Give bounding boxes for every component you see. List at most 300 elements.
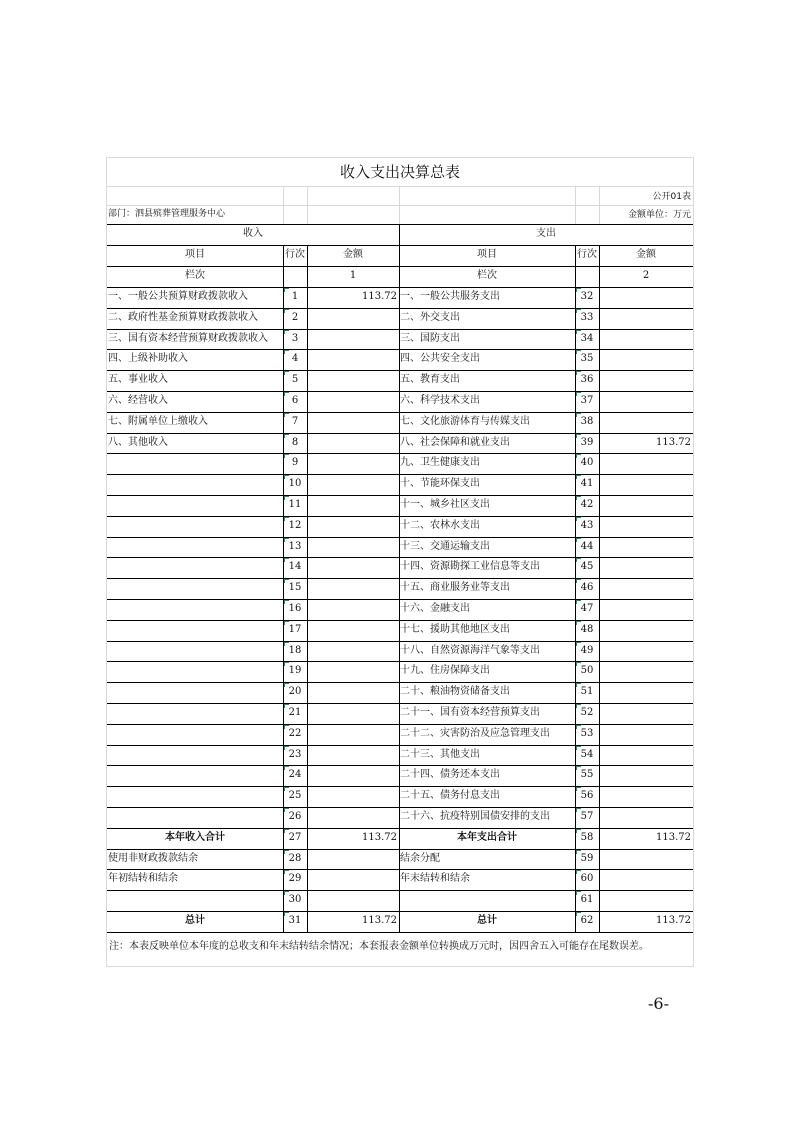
cell-indicator-mark bbox=[576, 475, 581, 479]
grid-info-column-line bbox=[575, 186, 576, 224]
cell-indicator-mark bbox=[576, 891, 581, 895]
income-item-cell: 二、政府性基金预算财政拨款收入 bbox=[108, 311, 258, 323]
expense-item-cell: 十八、自然资源海洋气象等支出 bbox=[400, 644, 540, 656]
income-amount-cell bbox=[307, 370, 399, 391]
grid-row-line bbox=[107, 537, 693, 538]
income-rowno-cell: 30 bbox=[288, 894, 302, 906]
income-item-cell: 一、一般公共预算财政拨款收入 bbox=[108, 291, 248, 302]
income-amount-cell bbox=[307, 516, 399, 537]
grid-row-line bbox=[107, 620, 693, 621]
grid-row-line bbox=[107, 849, 693, 850]
expense-item-cell: 十二、农林水支出 bbox=[400, 519, 480, 531]
expense-item-cell: 十三、交通运输支出 bbox=[400, 540, 490, 552]
expense-amount-cell bbox=[599, 453, 693, 474]
income-item-cell bbox=[107, 682, 284, 703]
income-item-cell: 年初结转和结余 bbox=[108, 873, 178, 885]
expense-item-header: 项目 bbox=[477, 249, 497, 260]
cell-indicator-mark bbox=[576, 579, 581, 583]
expense-item-cell: 二十五、债务付息支出 bbox=[400, 790, 500, 802]
grid-row-line bbox=[107, 391, 693, 392]
cell-indicator-mark bbox=[284, 870, 289, 874]
income-rowno-cell: 22 bbox=[288, 727, 302, 739]
cell-indicator-mark bbox=[284, 434, 289, 438]
expense-amount-cell bbox=[599, 890, 693, 911]
expense-item-cell: 三、国防支出 bbox=[400, 332, 460, 344]
income-amount-cell bbox=[307, 308, 399, 329]
income-amount-cell: 113.72 bbox=[362, 291, 397, 302]
income-amount-cell bbox=[307, 641, 399, 662]
cell-indicator-mark bbox=[576, 829, 581, 833]
footnote: 注：本表反映单位本年度的总收支和年末结转结余情况；本套报表金额单位转换成万元时，因四舍五入可能存在尾数误差。 bbox=[109, 941, 649, 952]
cell-indicator-mark bbox=[576, 870, 581, 874]
income-amount-cell bbox=[307, 786, 399, 807]
expense-amount-cell bbox=[599, 724, 693, 745]
income-amount-cell bbox=[307, 849, 399, 870]
grid-row-line bbox=[107, 661, 693, 662]
income-item-cell bbox=[107, 724, 284, 745]
income-amount-cell: 113.72 bbox=[362, 831, 397, 843]
income-rowno-cell: 2 bbox=[291, 311, 299, 323]
expense-item-cell: 结余分配 bbox=[400, 852, 440, 864]
grid-info-column-line bbox=[283, 186, 284, 224]
income-item-cell bbox=[107, 661, 284, 682]
income-item-cell bbox=[107, 474, 284, 495]
expense-rowno-cell: 46 bbox=[580, 582, 594, 594]
income-item-cell: 本年收入合计 bbox=[165, 831, 225, 843]
income-rowno-cell: 16 bbox=[288, 603, 302, 614]
grid-row-line bbox=[107, 516, 693, 517]
cell-indicator-mark bbox=[576, 371, 581, 375]
grid-row-line bbox=[107, 412, 693, 413]
expense-rowno-cell: 37 bbox=[580, 395, 594, 406]
income-item-cell: 八、其他收入 bbox=[108, 436, 168, 448]
cell-indicator-mark bbox=[284, 496, 289, 500]
income-rowno-cell: 24 bbox=[288, 769, 302, 781]
cell-indicator-mark bbox=[576, 600, 581, 604]
cell-indicator-mark bbox=[284, 392, 289, 396]
expense-item-cell: 二十六、抗疫特别国债安排的支出 bbox=[400, 811, 550, 822]
income-rowno-cell: 26 bbox=[288, 811, 302, 822]
cell-indicator-mark bbox=[284, 621, 289, 625]
income-item-cell bbox=[107, 703, 284, 724]
income-rowno-cell: 14 bbox=[288, 561, 302, 573]
form-code: 公开01表 bbox=[652, 192, 691, 202]
income-rowno-cell: 25 bbox=[288, 790, 302, 802]
cell-indicator-mark bbox=[284, 413, 289, 417]
income-rowno-cell: 17 bbox=[288, 623, 302, 635]
expense-item-cell: 六、科学技术支出 bbox=[400, 395, 480, 406]
grid-row-line bbox=[107, 349, 693, 350]
income-item-cell bbox=[107, 516, 284, 537]
income-rowno-cell: 13 bbox=[288, 540, 302, 552]
grid-info-column-line bbox=[307, 186, 308, 224]
cell-indicator-mark bbox=[576, 309, 581, 313]
expense-rowno-cell: 42 bbox=[580, 499, 594, 510]
grid-row-line bbox=[107, 186, 693, 187]
income-rowno-cell: 27 bbox=[288, 831, 302, 843]
expense-rowno-cell: 35 bbox=[580, 353, 594, 365]
cell-indicator-mark bbox=[576, 392, 581, 396]
grid-column-line bbox=[283, 245, 284, 932]
income-amount-cell bbox=[307, 869, 399, 890]
expense-rowno-cell: 34 bbox=[580, 332, 594, 344]
grid-row-line bbox=[107, 641, 693, 642]
income-amount-cell bbox=[307, 474, 399, 495]
page-number: -6- bbox=[648, 994, 669, 1013]
grid-row-line bbox=[107, 703, 693, 704]
income-rowno-cell: 31 bbox=[288, 915, 302, 926]
grid-row-line bbox=[107, 599, 693, 600]
cell-indicator-mark bbox=[576, 413, 581, 417]
income-item-cell bbox=[107, 765, 284, 786]
income-item-cell bbox=[107, 495, 284, 516]
income-amount-cell bbox=[307, 557, 399, 578]
expense-rowno-cell: 59 bbox=[580, 852, 594, 864]
grid-row-line bbox=[107, 370, 693, 371]
grid-info-column-line bbox=[399, 186, 400, 224]
cell-indicator-mark bbox=[284, 725, 289, 729]
income-rowno-cell: 10 bbox=[288, 478, 302, 490]
expense-amount-cell bbox=[599, 349, 693, 370]
income-rowno-cell: 9 bbox=[291, 457, 299, 469]
grid-row-line bbox=[107, 724, 693, 725]
income-rowno-header: 行次 bbox=[285, 249, 305, 260]
income-item-cell: 三、国有资本经营预算财政拨款收入 bbox=[108, 332, 268, 344]
expense-rowno-header: 行次 bbox=[577, 249, 597, 260]
grid-row-line bbox=[107, 329, 693, 330]
cell-indicator-mark bbox=[284, 579, 289, 583]
expense-amount-cell bbox=[599, 620, 693, 641]
cell-indicator-mark bbox=[576, 766, 581, 770]
expense-amount-cell bbox=[599, 495, 693, 516]
income-rowno-cell: 5 bbox=[291, 374, 299, 386]
cell-indicator-mark bbox=[576, 288, 581, 292]
cell-indicator-mark bbox=[576, 683, 581, 687]
income-amount-cell bbox=[307, 349, 399, 370]
expense-column-label: 栏次 bbox=[477, 270, 497, 281]
cell-indicator-mark bbox=[284, 642, 289, 646]
cell-indicator-mark bbox=[284, 600, 289, 604]
income-amount-cell bbox=[307, 391, 399, 412]
income-amount-cell bbox=[307, 724, 399, 745]
income-item-cell bbox=[107, 745, 284, 766]
expense-rowno-cell: 60 bbox=[580, 873, 594, 885]
income-rowno-cell: 3 bbox=[291, 332, 299, 344]
grid-row-line bbox=[107, 869, 693, 870]
unit-label: 金额单位：万元 bbox=[627, 210, 691, 220]
income-amount-cell bbox=[307, 890, 399, 911]
income-amount-header: 金额 bbox=[343, 249, 363, 260]
income-rowno-cell: 29 bbox=[288, 873, 302, 885]
expense-rowno-cell: 62 bbox=[580, 915, 594, 926]
income-item-cell bbox=[107, 537, 284, 558]
cell-indicator-mark bbox=[284, 850, 289, 854]
cell-indicator-mark bbox=[284, 538, 289, 542]
income-amount-cell bbox=[307, 703, 399, 724]
grid-row-line bbox=[107, 745, 693, 746]
expense-amount-header: 金额 bbox=[636, 249, 656, 260]
cell-indicator-mark bbox=[576, 642, 581, 646]
income-item-cell: 四、上级补助收入 bbox=[108, 353, 188, 365]
cell-indicator-mark bbox=[284, 912, 289, 916]
expense-rowno-cell: 53 bbox=[580, 727, 594, 739]
cell-indicator-mark bbox=[284, 350, 289, 354]
grid-row-line bbox=[107, 557, 693, 558]
expense-rowno-cell: 56 bbox=[580, 790, 594, 802]
grid-row-line bbox=[107, 266, 693, 267]
cell-indicator-mark bbox=[576, 538, 581, 542]
expense-rowno-cell: 61 bbox=[580, 894, 594, 906]
grid-row-line bbox=[107, 765, 693, 766]
cell-indicator-mark bbox=[576, 912, 581, 916]
cell-indicator-mark bbox=[284, 829, 289, 833]
expense-rowno-cell: 47 bbox=[580, 603, 594, 614]
expense-rowno-cell: 32 bbox=[580, 291, 594, 302]
expense-amount-cell: 113.72 bbox=[656, 436, 691, 448]
expense-item-cell bbox=[399, 890, 576, 911]
cell-indicator-mark bbox=[576, 454, 581, 458]
grid-column-line bbox=[307, 245, 308, 932]
expense-rowno-cell: 39 bbox=[580, 436, 594, 448]
expense-amount-cell bbox=[599, 682, 693, 703]
grid-row-line bbox=[107, 287, 693, 288]
income-rowno-cell: 1 bbox=[291, 291, 299, 302]
cell-indicator-mark bbox=[284, 704, 289, 708]
income-amount-cell bbox=[307, 661, 399, 682]
expense-item-cell: 十六、金融支出 bbox=[400, 603, 470, 614]
expense-rowno-cell: 41 bbox=[580, 478, 594, 490]
expense-rowno-cell: 51 bbox=[580, 686, 594, 698]
income-rowno-cell: 4 bbox=[291, 353, 299, 365]
expense-amount-cell bbox=[599, 287, 693, 308]
cell-indicator-mark bbox=[576, 850, 581, 854]
expense-item-cell: 二十四、债务还本支出 bbox=[400, 769, 500, 781]
expense-rowno-cell: 57 bbox=[580, 811, 594, 822]
grid-row-line bbox=[107, 433, 693, 434]
expense-rowno-cell: 55 bbox=[580, 769, 594, 781]
expense-item-cell: 二十三、其他支出 bbox=[400, 748, 480, 760]
income-column-label: 栏次 bbox=[185, 270, 205, 281]
income-rowno-cell: 23 bbox=[288, 748, 302, 760]
expense-amount-cell bbox=[599, 745, 693, 766]
expense-item-cell: 九、卫生健康支出 bbox=[400, 457, 480, 469]
expense-amount-cell bbox=[599, 391, 693, 412]
grid-row-line bbox=[107, 495, 693, 496]
expense-amount-cell bbox=[599, 661, 693, 682]
expense-item-cell: 一、一般公共服务支出 bbox=[400, 291, 500, 302]
income-rowno-cell: 8 bbox=[291, 436, 299, 448]
expense-rowno-cell: 33 bbox=[580, 311, 594, 323]
income-amount-cell bbox=[307, 495, 399, 516]
expense-item-cell: 二十一、国有资本经营预算支出 bbox=[400, 707, 540, 718]
income-amount-cell bbox=[307, 807, 399, 828]
expense-amount-cell bbox=[599, 537, 693, 558]
income-amount-cell bbox=[307, 682, 399, 703]
cell-indicator-mark bbox=[284, 558, 289, 562]
grid-row-line bbox=[107, 911, 693, 912]
income-amount-cell bbox=[307, 453, 399, 474]
cell-indicator-mark bbox=[284, 330, 289, 334]
grid-row-line bbox=[107, 453, 693, 454]
income-amount-cell: 113.72 bbox=[362, 915, 397, 926]
expense-amount-cell bbox=[599, 412, 693, 433]
sheet-title: 收入支出决算总表 bbox=[339, 163, 460, 181]
income-item-cell bbox=[107, 890, 284, 911]
income-amount-cell bbox=[307, 765, 399, 786]
cell-indicator-mark bbox=[576, 621, 581, 625]
expense-item-cell: 十一、城乡社区支出 bbox=[400, 499, 490, 510]
expense-rowno-cell: 52 bbox=[580, 707, 594, 718]
grid-row-line bbox=[107, 786, 693, 787]
income-amount-cell bbox=[307, 412, 399, 433]
cell-indicator-mark bbox=[284, 517, 289, 521]
cell-indicator-mark bbox=[576, 704, 581, 708]
income-expense-summary-sheet bbox=[106, 157, 694, 967]
income-item-cell: 五、事业收入 bbox=[108, 374, 168, 386]
income-amount-cell bbox=[307, 433, 399, 454]
cell-indicator-mark bbox=[284, 454, 289, 458]
cell-indicator-mark bbox=[576, 808, 581, 812]
expense-amount-cell bbox=[599, 849, 693, 870]
expense-amount-cell bbox=[599, 765, 693, 786]
expense-rowno-cell: 40 bbox=[580, 457, 594, 469]
grid-column-line bbox=[575, 245, 576, 932]
income-rowno-cell: 15 bbox=[288, 582, 302, 594]
income-item-cell bbox=[107, 620, 284, 641]
grid-row-line bbox=[107, 932, 693, 933]
expense-rowno-cell: 54 bbox=[580, 748, 594, 760]
cell-indicator-mark bbox=[284, 475, 289, 479]
cell-indicator-mark bbox=[284, 683, 289, 687]
cell-indicator-mark bbox=[576, 558, 581, 562]
expense-rowno-cell: 48 bbox=[580, 623, 594, 635]
income-rowno-cell: 11 bbox=[288, 499, 302, 510]
income-item-cell: 六、经营收入 bbox=[108, 395, 168, 406]
expense-rowno-cell: 38 bbox=[580, 415, 594, 427]
grid-row-line bbox=[107, 807, 693, 808]
expense-amount-cell bbox=[599, 599, 693, 620]
income-amount-cell bbox=[307, 599, 399, 620]
grid-row-line bbox=[107, 224, 693, 225]
expense-item-cell: 十四、资源勘探工业信息等支出 bbox=[400, 561, 540, 573]
department-label: 部门：泗县殡葬管理服务中心 bbox=[108, 209, 226, 219]
income-amount-cell bbox=[307, 578, 399, 599]
income-item-cell: 总计 bbox=[185, 915, 205, 926]
grid-row-line bbox=[107, 308, 693, 309]
expense-rowno-cell: 36 bbox=[580, 374, 594, 386]
expense-amount-cell bbox=[599, 869, 693, 890]
grid-row-line bbox=[107, 474, 693, 475]
income-section-header: 收入 bbox=[243, 228, 263, 239]
income-rowno-cell: 20 bbox=[288, 686, 302, 698]
income-item-cell bbox=[107, 786, 284, 807]
income-amount-cell bbox=[307, 745, 399, 766]
cell-indicator-mark bbox=[284, 371, 289, 375]
expense-amount-cell: 113.72 bbox=[656, 831, 691, 843]
cell-indicator-mark bbox=[284, 288, 289, 292]
expense-rowno-cell: 44 bbox=[580, 540, 594, 552]
cell-indicator-mark bbox=[576, 496, 581, 500]
cell-indicator-mark bbox=[576, 517, 581, 521]
income-item-cell bbox=[107, 578, 284, 599]
expense-amount-cell bbox=[599, 308, 693, 329]
income-item-cell bbox=[107, 453, 284, 474]
cell-indicator-mark bbox=[576, 725, 581, 729]
expense-item-cell: 十七、援助其他地区支出 bbox=[400, 623, 510, 635]
cell-indicator-mark bbox=[576, 350, 581, 354]
expense-item-cell: 八、社会保障和就业支出 bbox=[400, 436, 510, 448]
expense-item-cell: 总计 bbox=[477, 915, 497, 926]
expense-item-cell: 十九、住房保障支出 bbox=[400, 665, 490, 677]
cell-indicator-mark bbox=[284, 808, 289, 812]
expense-rowno-cell: 50 bbox=[580, 665, 594, 677]
expense-amount-cell bbox=[599, 329, 693, 350]
expense-amount-cell bbox=[599, 786, 693, 807]
income-amount-cell bbox=[307, 537, 399, 558]
expense-rowno-cell: 49 bbox=[580, 644, 594, 656]
expense-item-cell: 十、节能环保支出 bbox=[400, 478, 480, 490]
expense-item-cell: 二十二、灾害防治及应急管理支出 bbox=[400, 727, 550, 739]
income-item-cell bbox=[107, 557, 284, 578]
expense-amount-cell bbox=[599, 703, 693, 724]
cell-indicator-mark bbox=[576, 330, 581, 334]
expense-item-cell: 年末结转和结余 bbox=[400, 873, 470, 885]
expense-rowno-cell: 58 bbox=[580, 831, 594, 843]
expense-item-cell: 二、外交支出 bbox=[400, 311, 460, 323]
expense-rowno-cell: 43 bbox=[580, 519, 594, 531]
cell-indicator-mark bbox=[284, 891, 289, 895]
grid-column-line bbox=[399, 224, 400, 932]
grid-row-line bbox=[107, 828, 693, 829]
cell-indicator-mark bbox=[576, 434, 581, 438]
cell-indicator-mark bbox=[284, 787, 289, 791]
expense-rowno-cell: 45 bbox=[580, 561, 594, 573]
income-item-cell: 使用非财政拨款结余 bbox=[108, 852, 198, 864]
cell-indicator-mark bbox=[576, 662, 581, 666]
income-item-cell bbox=[107, 807, 284, 828]
cell-indicator-mark bbox=[284, 309, 289, 313]
income-rowno-cell: 6 bbox=[291, 395, 299, 406]
cell-indicator-mark bbox=[284, 766, 289, 770]
expense-amount-cell bbox=[599, 516, 693, 537]
expense-item-cell: 五、教育支出 bbox=[400, 374, 460, 386]
grid-row-line bbox=[107, 682, 693, 683]
income-rowno-cell: 28 bbox=[288, 852, 302, 864]
income-rowno-cell: 7 bbox=[291, 415, 299, 427]
expense-item-cell: 十五、商业服务业等支出 bbox=[400, 582, 510, 594]
income-column-number: 1 bbox=[349, 270, 357, 281]
cell-indicator-mark bbox=[576, 787, 581, 791]
expense-amount-cell bbox=[599, 557, 693, 578]
income-item-header: 项目 bbox=[185, 249, 205, 260]
expense-amount-cell bbox=[599, 370, 693, 391]
income-amount-cell bbox=[307, 329, 399, 350]
expense-amount-cell bbox=[599, 474, 693, 495]
cell-indicator-mark bbox=[284, 662, 289, 666]
income-rowno-cell: 21 bbox=[288, 707, 302, 718]
income-rowno-cell: 12 bbox=[288, 519, 302, 531]
income-item-cell bbox=[107, 641, 284, 662]
grid-row-line bbox=[107, 578, 693, 579]
grid-row-line bbox=[107, 245, 693, 246]
cell-indicator-mark bbox=[576, 746, 581, 750]
income-item-cell: 七、附属单位上缴收入 bbox=[108, 415, 208, 427]
expense-item-cell: 本年支出合计 bbox=[457, 831, 517, 843]
expense-item-cell: 七、文化旅游体育与传媒支出 bbox=[400, 415, 530, 427]
grid-column-line bbox=[599, 245, 600, 932]
income-amount-cell bbox=[307, 620, 399, 641]
income-rowno-cell: 18 bbox=[288, 644, 302, 656]
